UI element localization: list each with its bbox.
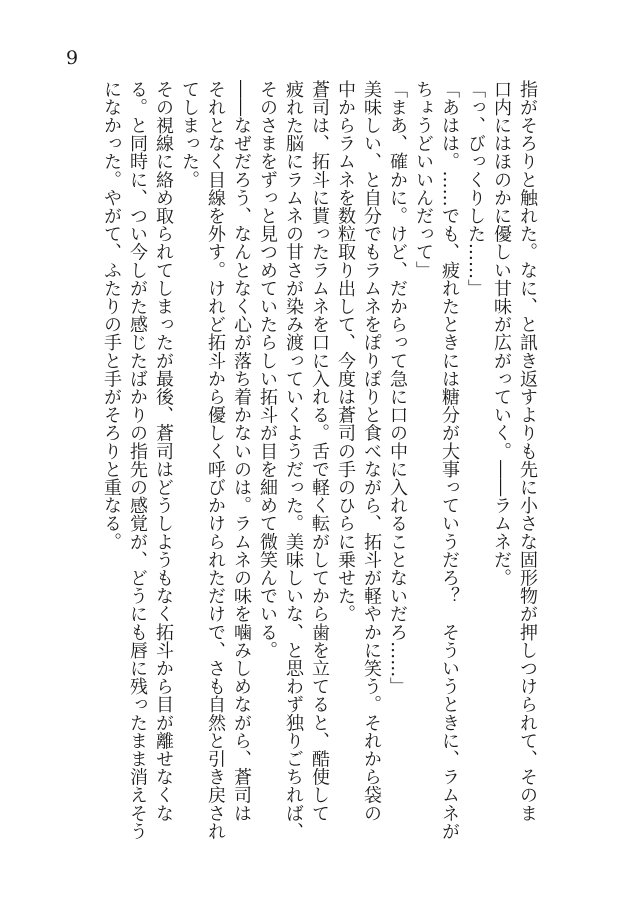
text-line: てしまった。 bbox=[179, 80, 200, 189]
text-line: ――なぜだろう、なんとなく心が落ち着かないのは。ラムネの味を噛みしめながら、蒼司は bbox=[231, 80, 252, 823]
text-line: 美味しい、と自分でもラムネをぽりぽりと食べながら、拓斗が軽やかに笑う。それから袋の bbox=[361, 80, 382, 823]
body-text bbox=[98, 80, 540, 860]
text-line: になかった。やがて、ふたりの手と手がそろりと重なる。 bbox=[101, 80, 122, 551]
text-line: それとなく目線を外す。けれど拓斗から優しく呼びかけられただけで、さも自然と引き戻され bbox=[205, 80, 226, 841]
text-line: 指がそろりと触れた。なに、と訊き返すよりも先に小さな固形物が押しつけられて、そのま bbox=[517, 80, 538, 823]
text-line: 「あはは。……でも、疲れたときには糖分が大事っていうだろ？ そういうときに、ラムネが bbox=[439, 80, 460, 841]
text-line: ちょうどいいんだって」 bbox=[413, 80, 434, 280]
text-line: 蒼司は、拓斗に貰ったラムネを口に入れる。舌で軽く転がしてから歯を立てると、酷使して bbox=[309, 80, 330, 823]
text-line: 「まあ、確かに。けど、だからって急に口の中に入れることないだろ……」 bbox=[387, 80, 408, 696]
text-line: 疲れた脳にラムネの甘さが染み渡っていくようだった。美味しいな、と思わず独りごちれば、 bbox=[283, 80, 304, 841]
text-line: 「っ、びっくりした……」 bbox=[465, 80, 486, 298]
text-line: そのさまをずっと見つめていたらしい拓斗が目を細めて微笑んでいる。 bbox=[257, 80, 278, 660]
text-line: その視線に絡め取られてしまったが最後、蒼司はどうしようもなく拓斗から目が離せなくな bbox=[153, 80, 174, 823]
text-line: 口内にはほのかに優しい甘味が広がっていく。――ラムネだ。 bbox=[491, 80, 512, 587]
page-number: 9 bbox=[66, 47, 79, 69]
text-line: る。と同時に、つい今しがた感じたばかりの指先の感覚が、どうにも唇に残ったまま消えそう bbox=[127, 80, 148, 841]
text-line: 中からラムネを数粒取り出して、今度は蒼司の手のひらに乗せた。 bbox=[335, 80, 356, 623]
